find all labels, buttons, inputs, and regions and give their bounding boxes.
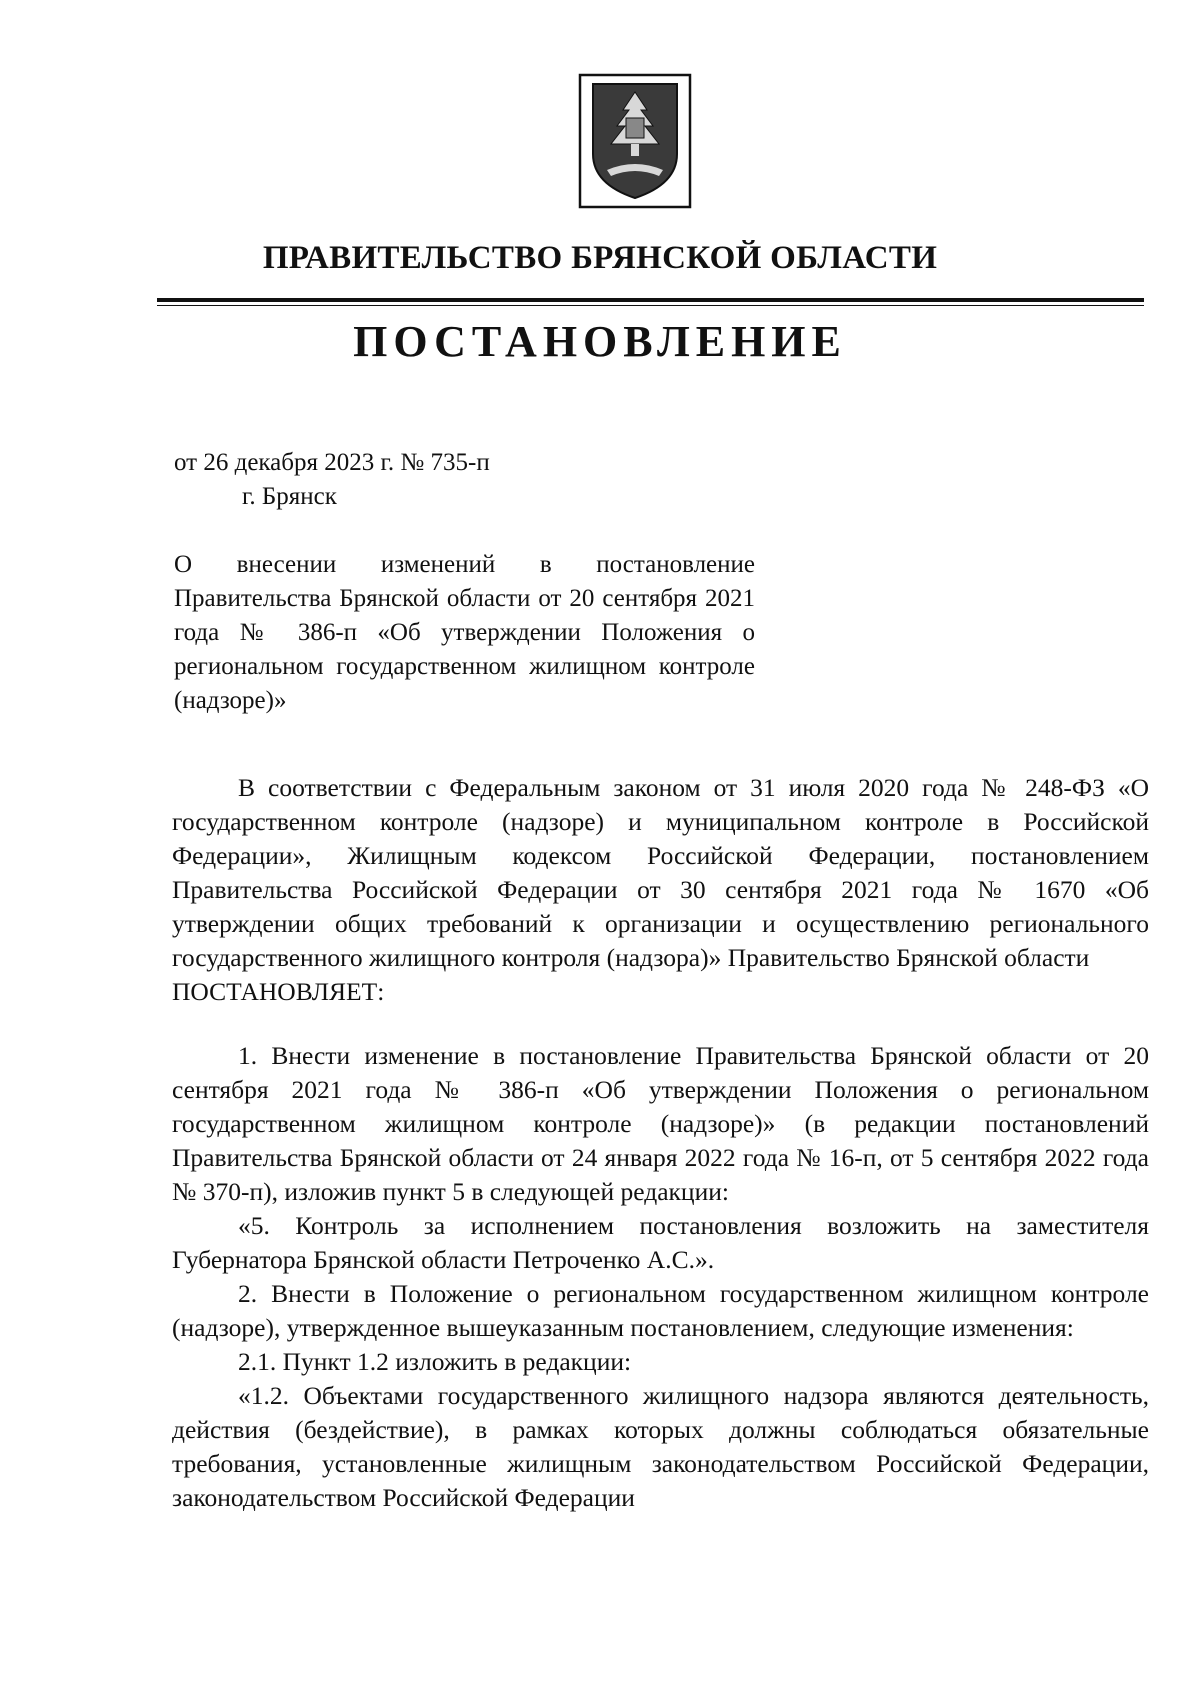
clause-2-1-quote: «1.2. Объектами государственного жилищного надзора являются деятельность, действия (бездействие), в рамках которых должны соблюдаться обязательные требования, установленные жилищным законодательством Российской Федерации, законодательством Российской Федерации [172,1381,1149,1512]
preamble-paragraph: В соответствии с Федеральным законом от 31 июля 2020 года № 248-ФЗ «О государственном контроле (надзоре) и муниципальном контроле в Российской Федерации», Жилищным кодексом Российской Федерации, постановлением Правительства Российской Федерации от 30 сентября 2021 года № 1670 «Об утверждении общих требований к организации и осуществлению регионального государственного жилищного контроля (надзора)» Правительство Брянской области [172,773,1149,972]
resolve-word: ПОСТАНОВЛЯЕТ: [172,977,385,1006]
organization-title: ПРАВИТЕЛЬСТВО БРЯНСКОЙ ОБЛАСТИ [262,240,938,276]
city-line: г. Брянск [242,483,337,510]
header-rule-thick [157,298,1144,302]
clause-1: 1. Внести изменение в постановление Правительства Брянской области от 20 сентября 2021 года № 386-п «Об утверждении Положения о региональном государственном жилищном контроле (надзоре)» (в редакции постановлений Правительства Брянской области от 24 января 2022 года № 16-п, от 5 сентября 2022 года № 370-п), изложив пункт 5 в следующей редакции: [172,1041,1149,1206]
document-subject: О внесении изменений в постановление Правительства Брянской области от 20 сентября 2021 года № 386-п «Об утверждении Положения о региональном государственном жилищном контроле (надзоре)» [174,551,755,714]
coat-of-arms-icon [577,72,693,210]
header-rule-thin [157,305,1144,306]
clause-2-1: 2.1. Пункт 1.2 изложить в редакции: [238,1347,632,1376]
date-number-line: от 26 декабря 2023 г. № 735-п [174,449,490,476]
document-type-title: ПОСТАНОВЛЕНИЕ [353,317,847,366]
document-body [172,771,1149,1515]
clause-1-quote: «5. Контроль за исполнением постановления возложить на заместителя Губернатора Брянской области Петроченко А.С.». [172,1211,1149,1274]
clause-2: 2. Внести в Положение о региональном государственном жилищном контроле (надзоре), утвержденное вышеуказанным постановлением, следующие изменения: [172,1279,1149,1342]
